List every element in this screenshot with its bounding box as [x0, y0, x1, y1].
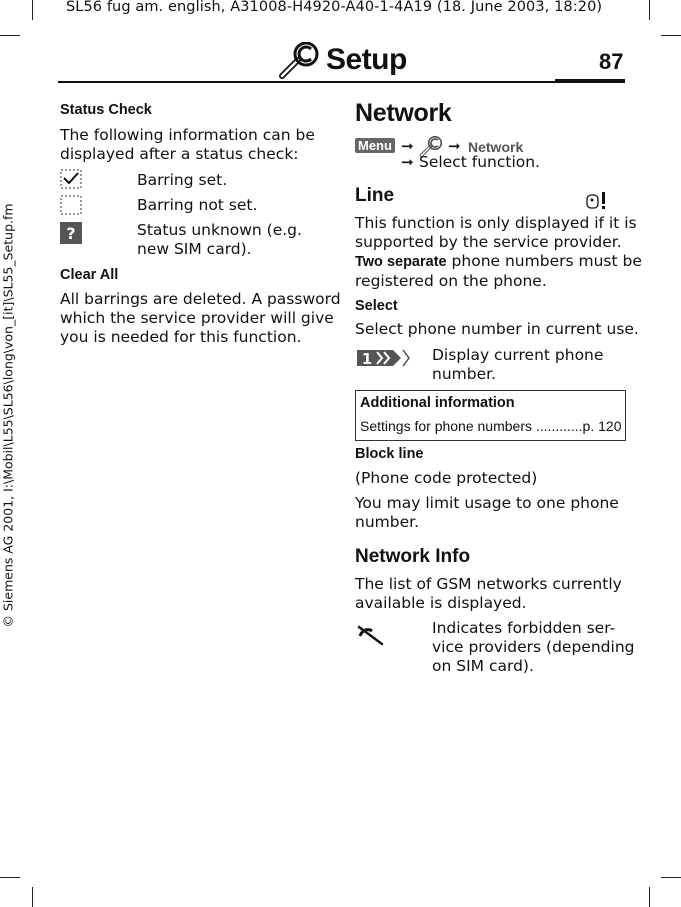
crop-mark	[661, 877, 681, 878]
two-separate-label: Two separate	[355, 254, 447, 270]
header-rule-thick	[555, 79, 625, 83]
intro-line: displayed after a status check:	[60, 145, 299, 163]
arrow-icon: ➞	[448, 137, 461, 155]
text-line: you is needed for this function.	[60, 328, 302, 346]
text-line: vice providers (depending	[432, 638, 635, 656]
crop-mark	[0, 35, 20, 36]
block-line-heading: Block line	[355, 446, 424, 462]
text-line: number.	[355, 513, 419, 531]
intro-line: The following information can be	[60, 126, 315, 144]
network-info-heading: Network Info	[355, 546, 471, 567]
check-box-icon	[60, 169, 82, 189]
additional-info-box	[355, 390, 626, 441]
text-line: number.	[432, 365, 496, 383]
select-text: Select phone number in current use.	[355, 320, 639, 338]
status-check-intro	[60, 126, 315, 164]
running-header: SL56 fug am. english, A31008-H4920-A40-1-4A19 (18. June 2003, 18:20)	[66, 0, 603, 15]
text-line: All barrings are deleted. A password	[60, 290, 341, 308]
status-text-line: new SIM card).	[137, 240, 252, 258]
crop-mark	[32, 887, 33, 907]
text-line: Display current phone	[432, 346, 604, 364]
arrow-icon: ➞	[401, 137, 414, 155]
text-line: This function is only displayed if it is	[355, 214, 637, 232]
empty-box-icon	[60, 195, 82, 215]
block-line-text	[355, 494, 619, 532]
crop-mark	[661, 35, 681, 36]
line-text	[355, 214, 642, 291]
text-line	[355, 252, 642, 272]
text-line: registered on the phone.	[355, 272, 547, 290]
page-number: 87	[599, 49, 624, 74]
text-line: You may limit usage to one phone	[355, 494, 619, 512]
network-heading: Network	[355, 99, 452, 127]
info-box-entry: Settings for phone numbers ............p. 120	[360, 418, 622, 434]
text-line: supported by the service provider.	[355, 233, 622, 251]
clear-all-text	[60, 290, 341, 347]
text-line: The list of GSM networks currently	[355, 575, 622, 593]
network-info-text	[355, 575, 622, 613]
arrow-icon: ➞	[401, 153, 414, 171]
forbidden-provider-text	[432, 619, 634, 676]
question-box-icon	[60, 222, 82, 244]
header-rule	[58, 81, 625, 83]
menu-path	[355, 136, 625, 176]
network-path-label: Network	[468, 139, 524, 155]
select-heading: Select	[355, 298, 398, 314]
status-item-text: Barring not set.	[137, 196, 258, 214]
navigation-key-icon	[355, 346, 413, 370]
crop-mark	[32, 0, 33, 20]
status-item-text: Barring set.	[137, 171, 228, 189]
page-title: Setup	[326, 43, 407, 76]
network-dependent-icon	[584, 191, 612, 211]
text-span: phone numbers must be	[451, 252, 642, 270]
side-file-path: © Siemens AG 2001, I:\Mobil\L55\SL56\long\von_[it]\SL55_Setup.fm	[0, 203, 16, 628]
status-text-line: Status unknown (e.g.	[137, 221, 302, 239]
select-function-text: Select function.	[419, 153, 540, 171]
block-line-protected: (Phone code protected)	[355, 469, 538, 487]
forbidden-provider-icon	[356, 622, 386, 648]
crop-mark	[649, 0, 650, 20]
text-line: Indicates forbidden ser-	[432, 619, 616, 637]
svg-text:1: 1	[361, 350, 373, 368]
info-box-title: Additional information	[360, 395, 515, 411]
line-heading: Line	[355, 185, 395, 206]
status-check-heading: Status Check	[60, 102, 152, 118]
text-line: which the service provider will give	[60, 309, 334, 327]
menu-key: Menu	[355, 138, 395, 153]
status-item-text	[137, 221, 302, 259]
crop-mark	[0, 877, 20, 878]
key-text	[432, 346, 603, 384]
clear-all-heading: Clear All	[60, 267, 119, 283]
text-line: on SIM card).	[432, 657, 534, 675]
setup-wrench-icon	[278, 42, 320, 80]
text-line: available is displayed.	[355, 594, 527, 612]
crop-mark	[649, 887, 650, 907]
svg-text:?: ?	[66, 224, 76, 243]
